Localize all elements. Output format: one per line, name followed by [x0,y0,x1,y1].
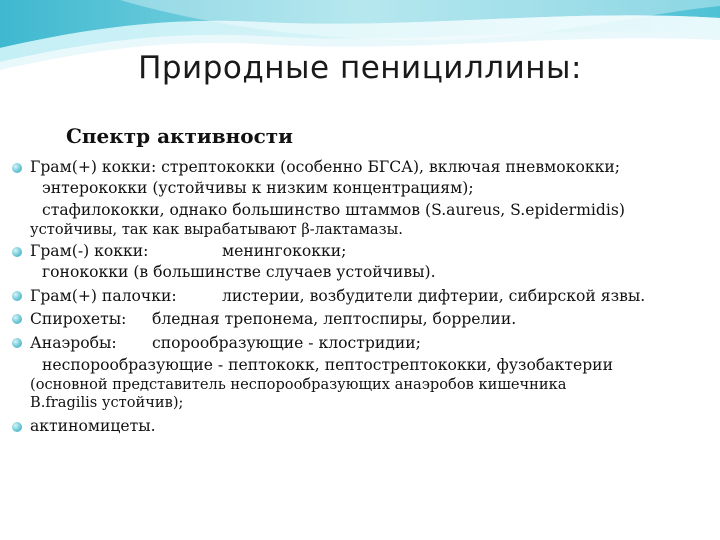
item-line: энтерококки (устойчивы к низким концентрациям); [42,179,474,197]
bullet-icon [12,422,22,432]
item-line: гонококки (в большинстве случаев устойчивы). [42,263,436,281]
list-item [12,332,712,412]
item-line: B.fragilis устойчив); [30,394,184,411]
item-line: Грам(+) кокки: стрептококки (особенно БГСА), включая пневмококки; [30,158,620,176]
item-line: неспорообразующие - пептококк, пептострептококки, фузобактерии [42,356,613,374]
item-line: стафилококки, однако большинство штаммов (S.aureus, S.epidermidis) [42,201,625,219]
slide-subtitle: Спектр активности [66,124,293,148]
item-line: устойчивы, так как вырабатывают β-лактамазы. [30,221,403,238]
item-line: (основной представитель неспорообразующих анаэробов кишечника [30,376,567,393]
item-line: актиномицеты. [30,417,156,435]
item-label: Спирохеты: [30,310,127,328]
bullet-icon [12,163,22,173]
list-item [12,308,712,330]
bullet-icon [12,314,22,324]
list-item [12,285,712,307]
list-item [12,157,712,239]
item-value: листерии, возбудители дифтерии, сибирской язвы. [222,287,646,305]
bullet-list [12,157,712,436]
item-value: менингококки; [222,242,347,260]
item-label: Анаэробы: [30,334,117,352]
bullet-icon [12,247,22,257]
bullet-icon [12,291,22,301]
list-item [12,416,712,436]
slide-title: Природные пенициллины: [138,50,582,86]
bullet-icon [12,338,22,348]
item-value: бледная трепонема, лептоспиры, боррелии. [152,310,517,328]
list-item [12,241,712,283]
item-value: спорообразующие - клостридии; [152,334,421,352]
item-label: Грам(-) кокки: [30,242,149,260]
item-label: Грам(+) палочки: [30,287,177,305]
